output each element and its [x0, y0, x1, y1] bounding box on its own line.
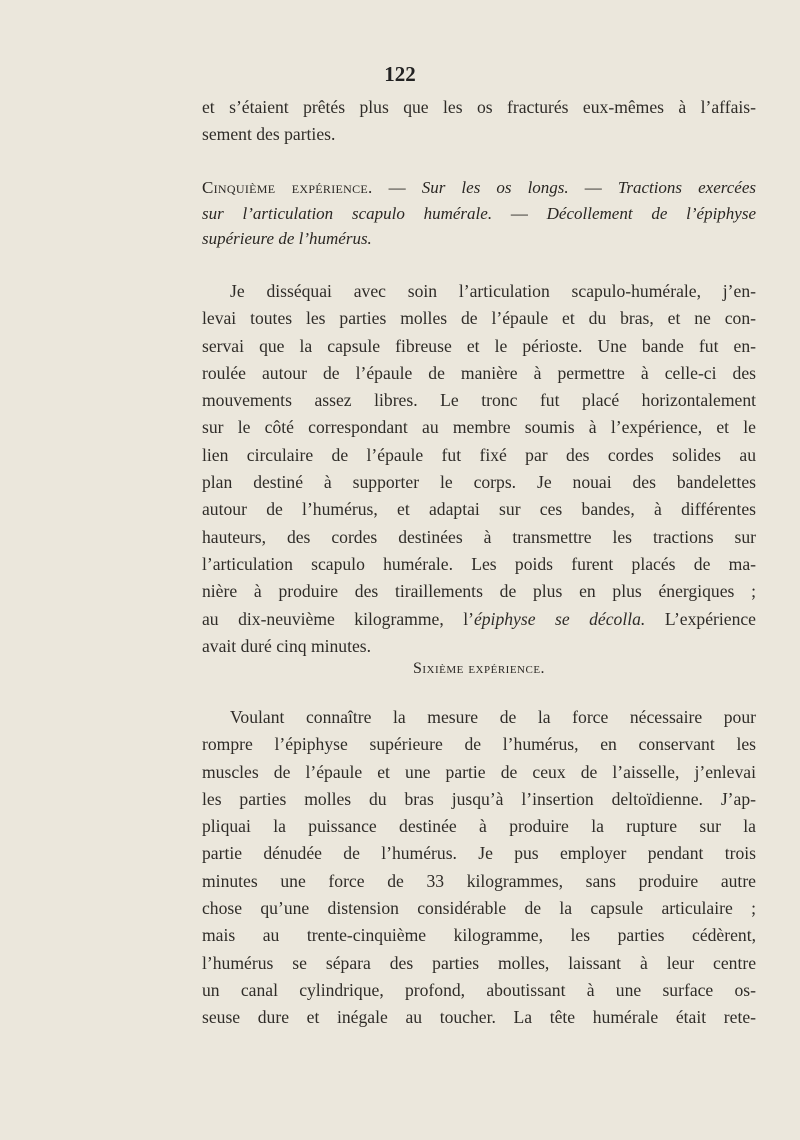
text-line: servai que la capsule fibreuse et le périoste. Une bande fut en-	[202, 335, 756, 356]
experiment-5-heading	[202, 175, 756, 252]
experiment-6-paragraph	[202, 704, 756, 1032]
text-line: plan destiné à supporter le corps. Je nouai des bandelettes	[202, 472, 756, 493]
text-line: hauteurs, des cordes destinées à transmettre les tractions sur	[202, 526, 756, 547]
heading-line	[202, 201, 756, 227]
text-line	[202, 606, 756, 633]
heading-dash: —	[492, 203, 547, 223]
text-line: chose qu’une distension considérable de la capsule articulaire ;	[202, 898, 756, 919]
text-line: sur le côté correspondant au membre soumis à l’expérience, et le	[202, 417, 756, 438]
text-line: autour de l’humérus, et adaptai sur ces bandes, à différentes	[202, 499, 756, 520]
text-line: Je disséquai avec soin l’articulation scapulo-humérale, j’en-	[230, 281, 756, 301]
heading-title: Sur les os longs.	[421, 178, 569, 197]
text-line: un canal cylindrique, profond, aboutissant à une surface os-	[202, 979, 756, 1000]
text-line: Voulant connaître la mesure de la force nécessaire pour	[230, 707, 756, 727]
experiment-5-paragraph	[202, 278, 756, 660]
text-line: pliquai la puissance destinée à produire la rupture sur la	[202, 816, 756, 837]
text-line: et s’étaient prêtés plus que les os fracturés eux-mêmes à l’affais-	[202, 97, 756, 117]
text-line: muscles de l’épaule et une partie de ceux de l’aisselle, j’enlevai	[202, 761, 756, 782]
heading-title: Décollement de l’épiphyse	[546, 203, 757, 223]
text-line: l’articulation scapulo humérale. Les poids furent placés de ma-	[202, 553, 756, 574]
heading-title: sur l’articulation scapulo humérale.	[202, 203, 493, 223]
text-line: mais au trente-cinquième kilogramme, les parties cédèrent,	[202, 925, 756, 946]
italic-segment: épiphyse se décolla.	[473, 608, 646, 629]
text-line: lien circulaire de l’épaule fut fixé par des cordes solides au	[202, 444, 756, 465]
text-line: seuse dure et inégale au toucher. La tête humérale était rete-	[202, 1007, 756, 1028]
heading-label: Cinquième expérience.	[202, 178, 373, 197]
text-line: rompre l’épiphyse supérieure de l’humérus, en conservant les	[202, 734, 756, 755]
text-line: avait duré cinq minutes.	[202, 635, 372, 656]
text-line: sement des parties.	[202, 124, 336, 145]
heading-line: supérieure de l’humérus.	[202, 229, 372, 248]
heading-dash: —	[568, 178, 618, 197]
experiment-6-heading: Sixième expérience.	[412, 660, 546, 677]
text-line: roulée autour de l’épaule de manière à permettre à celle-ci des	[202, 362, 756, 383]
text-line: l’humérus se sépara des parties molles, laissant à leur centre	[202, 952, 756, 973]
text-line: nière à produire des tiraillements de plus en plus énergiques ;	[202, 581, 756, 602]
heading-line	[202, 175, 756, 201]
text-line: levai toutes les parties molles de l’épaule et du bras, et ne con-	[202, 308, 756, 329]
text-line: mouvements assez libres. Le tronc fut placé horizontalement	[202, 390, 756, 411]
text-segment: L’expérience	[645, 608, 756, 629]
heading-title: Tractions exercées	[617, 178, 756, 197]
text-line: les parties molles du bras jusqu’à l’insertion deltoïdienne. J’ap-	[202, 788, 756, 809]
text-segment: au dix-neuvième kilogramme, l’	[202, 608, 474, 629]
intro-paragraph	[202, 94, 756, 149]
text-line: partie dénudée de l’humérus. Je pus employer pendant trois	[202, 843, 756, 864]
text-line: minutes une force de 33 kilogrammes, sans produire autre	[202, 870, 756, 891]
heading-dash: —	[372, 178, 422, 197]
page-number: 122	[384, 62, 416, 86]
